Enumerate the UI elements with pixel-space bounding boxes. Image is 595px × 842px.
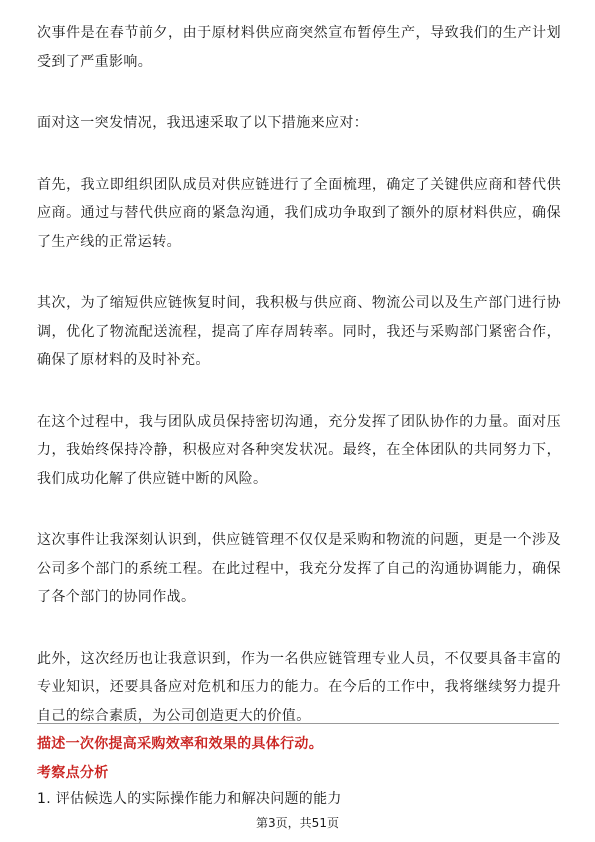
paragraph: 面对这一突发情况，我迅速采取了以下措施来应对：: [37, 115, 369, 131]
analysis-point: 1. 评估候选人的实际操作能力和解决问题的能力: [37, 791, 342, 807]
paragraph: 首先，我立即组织团队成员对供应链进行了全面梳理，确定了关键供应商和替代供应商。通过与替代供应商的紧急沟通，我们成功争取到了额外的原材料供应，确保了生产线的正常运转。: [37, 176, 561, 250]
question-heading: 描述一次你提高采购效率和效果的具体行动。: [37, 736, 323, 752]
paragraph: 其次，为了缩短供应链恢复时间，我积极与供应商、物流公司以及生产部门进行协调，优化了物流配送流程，提高了库存周转率。同时，我还与采购部门紧密合作，确保了原材料的及时补充。: [37, 295, 561, 368]
paragraph: 在这个过程中，我与团队成员保持密切沟通，充分发挥了团队协作的力量。面对压力，我始终保持冷静，积极应对各种突发状况。最终，在全体团队的共同努力下，我们成功化解了供应链中断的风险。: [37, 413, 561, 487]
paragraph: 次事件是在春节前夕，由于原材料供应商突然宣布暂停生产，导致我们的生产计划受到了严重影响。: [37, 25, 561, 70]
section-divider: [37, 723, 559, 724]
analysis-heading: 考察点分析: [37, 765, 109, 781]
paragraph: 这次事件让我深刻认识到，供应链管理不仅仅是采购和物流的问题，更是一个涉及公司多个部门的系统工程。在此过程中，我充分发挥了自己的沟通协调能力，确保了各个部门的协同作战。: [37, 532, 561, 605]
paragraph: 此外，这次经历也让我意识到，作为一名供应链管理专业人员，不仅要具备丰富的专业知识，还要具备应对危机和压力的能力。在今后的工作中，我将继续努力提升自己的综合素质，为公司创造更大的价值。: [37, 650, 561, 724]
answer-body: [37, 19, 561, 763]
page-number: 第3页，共51页: [256, 816, 339, 830]
